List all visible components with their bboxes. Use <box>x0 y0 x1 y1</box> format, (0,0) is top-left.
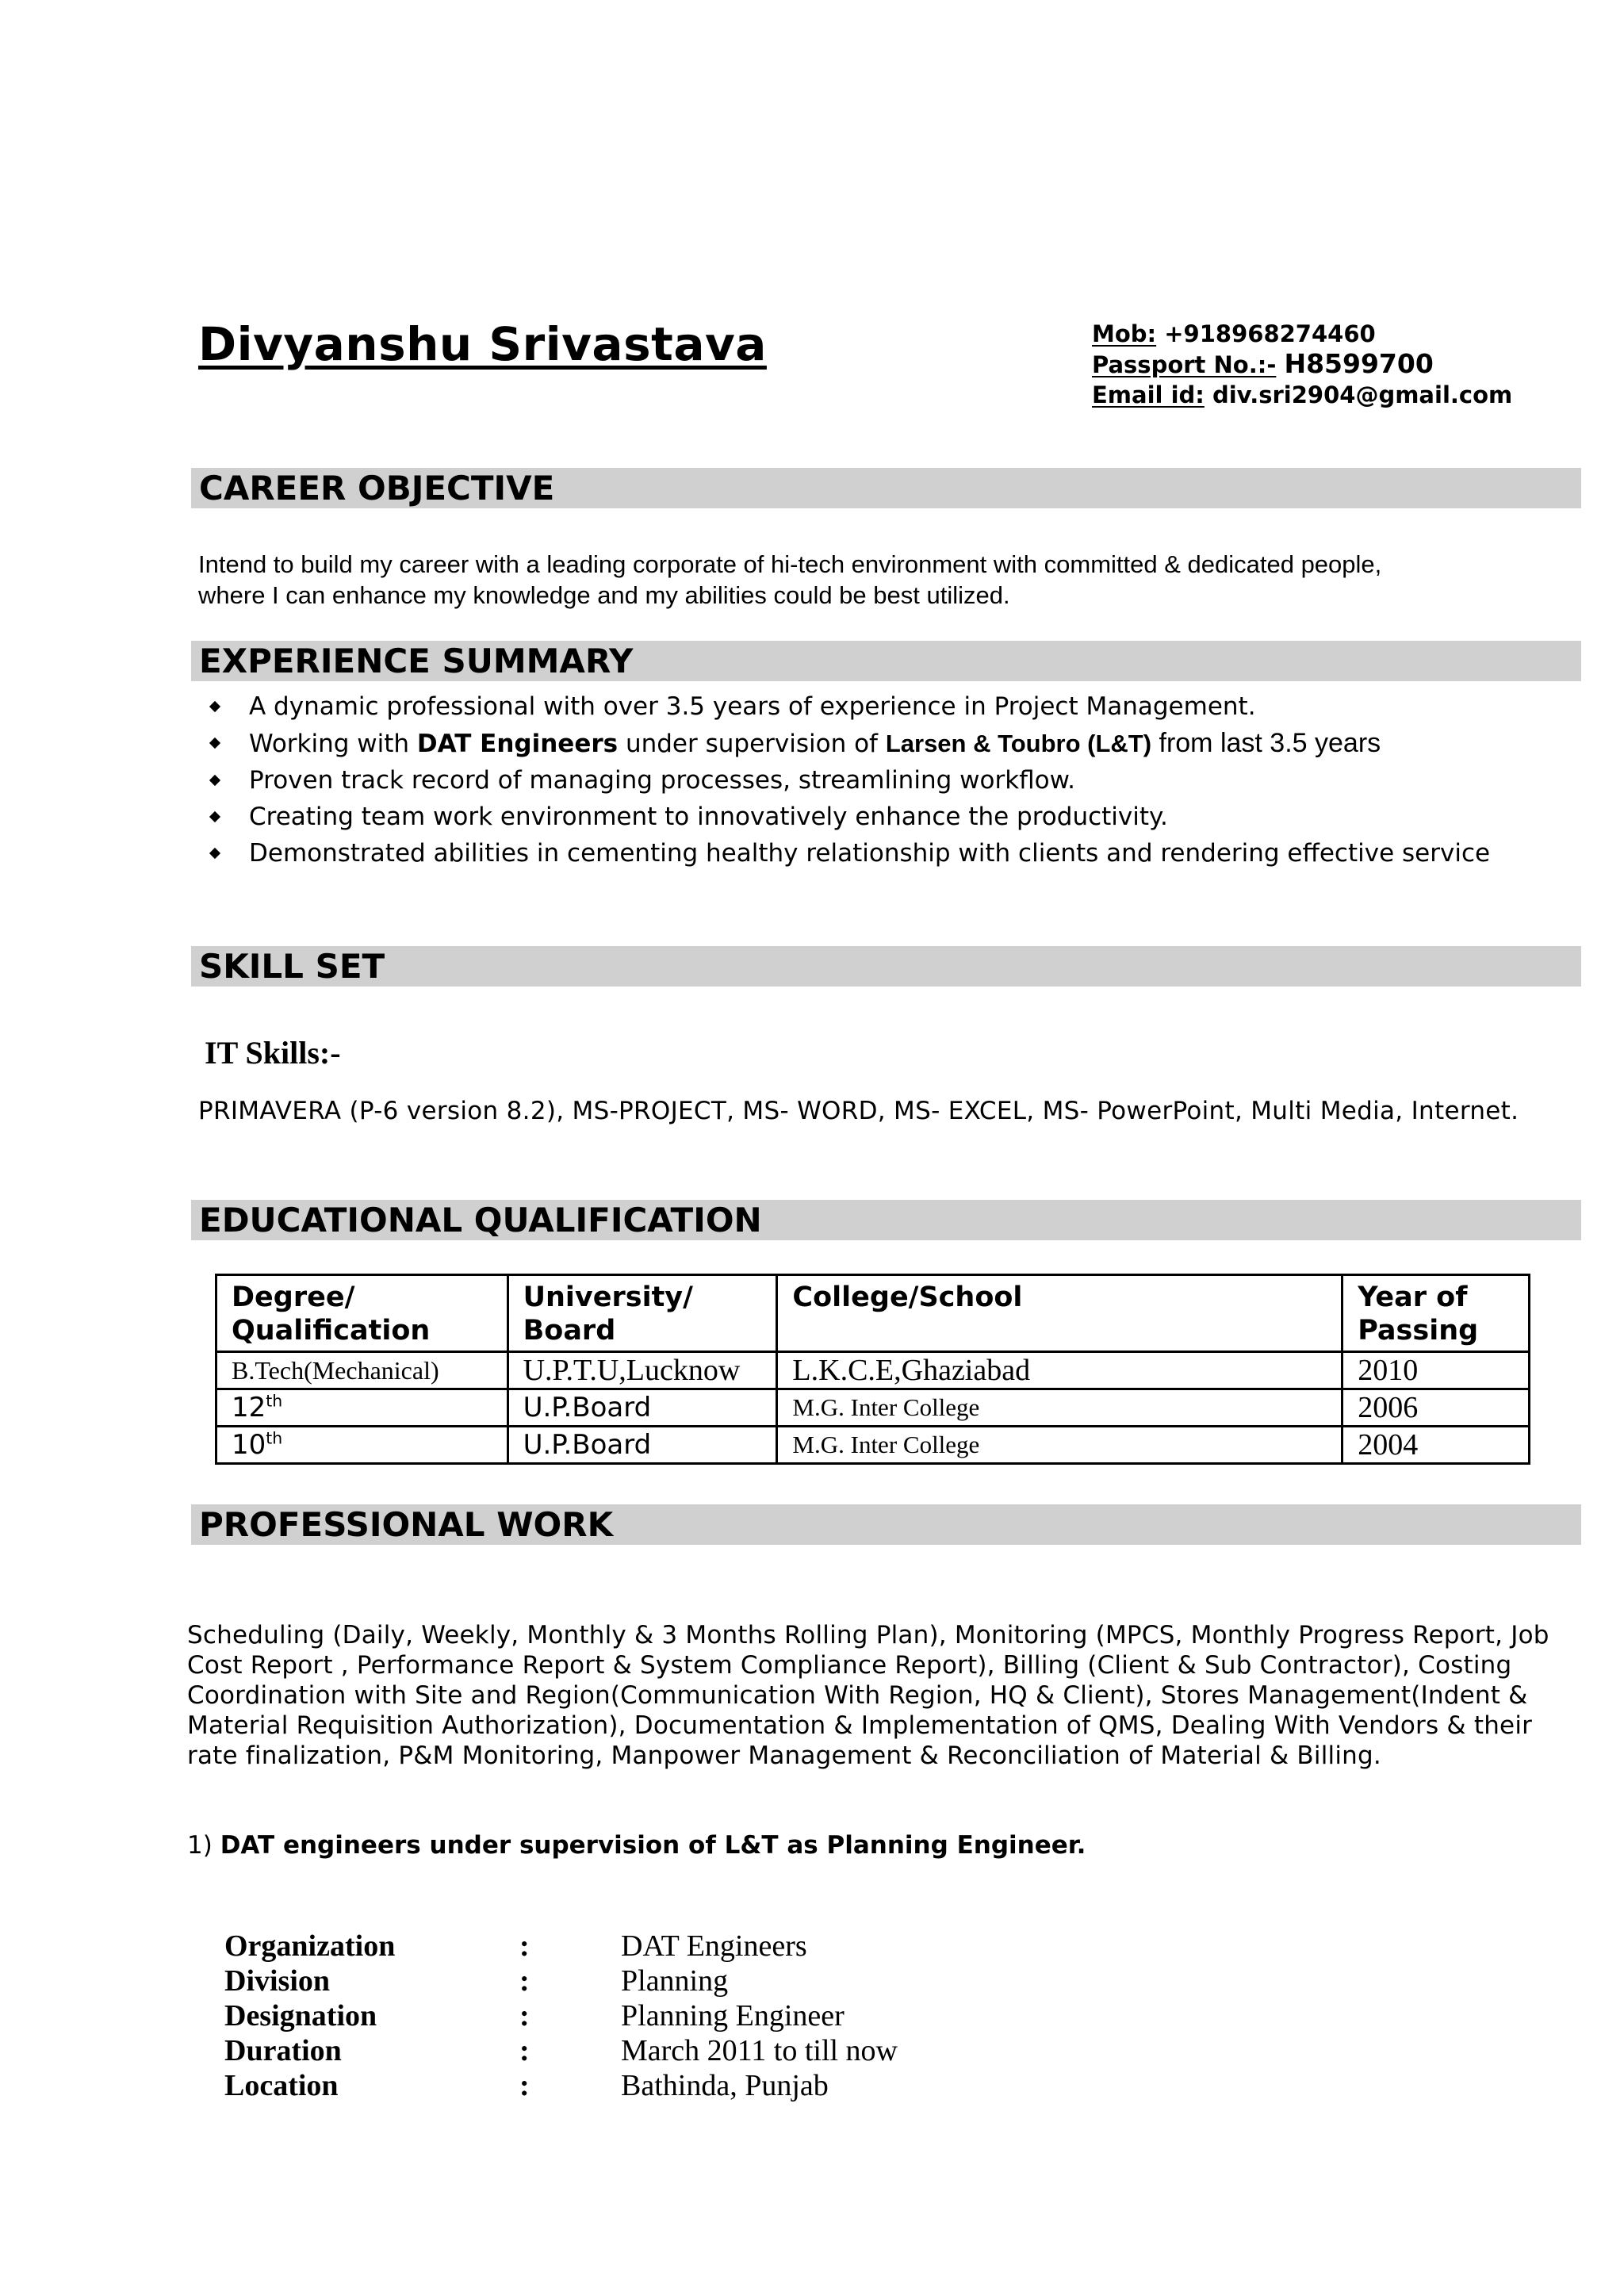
bullet-diamond-icon <box>209 775 220 786</box>
cell-university: U.P.T.U,Lucknow <box>508 1352 777 1389</box>
section-title-educational-qualification: EDUCATIONAL QUALIFICATION <box>199 1201 762 1239</box>
bullet-diamond-icon <box>209 738 220 749</box>
table-row <box>216 1389 1530 1427</box>
section-bar-professional-work <box>191 1504 1581 1545</box>
cell-college: L.K.C.E,Ghaziabad <box>777 1352 1342 1389</box>
experience-text: under supervision of <box>618 730 886 758</box>
professional-work-text <box>187 1620 1607 1771</box>
section-bar-educational-qualification <box>191 1200 1581 1240</box>
cell-year: 2010 <box>1342 1352 1530 1389</box>
detail-value: Bathinda, Punjab <box>621 2069 829 2102</box>
it-skills-heading: IT Skills:- <box>205 1035 341 1071</box>
experience-item <box>205 762 1600 799</box>
detail-colon: : <box>519 1964 530 1998</box>
degree-text: 10 <box>232 1429 266 1461</box>
degree-suffix: th <box>266 1428 283 1448</box>
detail-label: Organization <box>224 1929 396 1963</box>
header-text: Qualification <box>232 1315 431 1347</box>
section-bar-career-objective <box>191 468 1581 508</box>
detail-colon: : <box>519 2069 530 2102</box>
section-bar-experience-summary <box>191 641 1581 681</box>
cell-degree <box>216 1427 508 1464</box>
degree-text: 12 <box>232 1392 266 1423</box>
objective-line: where I can enhance my knowledge and my abilities could be best utilized. <box>198 581 1010 609</box>
detail-colon: : <box>519 1999 530 2033</box>
experience-text: Working with <box>249 730 417 758</box>
objective-text <box>198 549 1586 611</box>
experience-text: Demonstrated abilities in cementing healthy relationship with clients and rendering effective service <box>249 839 1491 868</box>
email-line <box>1092 380 1512 410</box>
it-skills-list: PRIMAVERA (P-6 version 8.2), MS-PROJECT, MS- WORD, MS- EXCEL, MS- PowerPoint, Multi Media, Internet. <box>198 1097 1519 1125</box>
professional-line: rate finalization, P&M Monitoring, Manpower Management & Reconciliation of Material & Billing. <box>187 1741 1381 1770</box>
education-table <box>215 1274 1530 1465</box>
experience-item <box>205 799 1600 835</box>
professional-line: Cost Report , Performance Report & System Compliance Report), Billing (Client & Sub Contractor), Costing <box>187 1651 1512 1680</box>
professional-line: Scheduling (Daily, Weekly, Monthly & 3 Months Rolling Plan), Monitoring (MPCS, Monthly Progress Report, Job <box>187 1621 1549 1649</box>
bullet-diamond-icon <box>209 701 220 712</box>
header-degree <box>216 1275 508 1352</box>
detail-label: Designation <box>224 1999 377 2033</box>
objective-line: Intend to build my career with a leading corporate of hi-tech environment with committed & dedicated people, <box>198 550 1382 578</box>
cell-year: 2006 <box>1342 1389 1530 1427</box>
header-text: Year of <box>1358 1282 1468 1313</box>
header-year <box>1342 1275 1530 1352</box>
job-title-line <box>187 1831 1086 1860</box>
table-row <box>216 1427 1530 1464</box>
cell-year: 2004 <box>1342 1427 1530 1464</box>
experience-item <box>205 688 1600 725</box>
header-university <box>508 1275 777 1352</box>
header-text: Degree/ <box>232 1282 355 1313</box>
mobile-value: +918968274460 <box>1164 320 1376 347</box>
professional-line: Coordination with Site and Region(Communication With Region, HQ & Client), Stores Management(Indent & <box>187 1681 1528 1710</box>
section-title-professional-work: PROFESSIONAL WORK <box>199 1505 614 1544</box>
detail-value: DAT Engineers <box>621 1929 807 1963</box>
detail-label: Location <box>224 2069 339 2102</box>
professional-line: Material Requisition Authorization), Documentation & Implementation of QMS, Dealing With Vendors & their <box>187 1711 1533 1740</box>
passport-value: H8599700 <box>1284 348 1434 379</box>
section-bar-skill-set <box>191 946 1581 987</box>
detail-colon: : <box>519 1929 530 1963</box>
passport-line <box>1092 349 1512 380</box>
passport-label: Passport No.:- <box>1092 351 1277 378</box>
mobile-label: Mob: <box>1092 320 1157 347</box>
cell-college: M.G. Inter College <box>777 1427 1342 1464</box>
cell-college: M.G. Inter College <box>777 1389 1342 1427</box>
bullet-diamond-icon <box>209 811 220 822</box>
header-college <box>777 1275 1342 1352</box>
client-name: Larsen & Toubro (L&T) <box>885 730 1152 757</box>
section-title-skill-set: SKILL SET <box>199 947 385 986</box>
degree-suffix: th <box>266 1391 283 1411</box>
detail-colon: : <box>519 2034 530 2067</box>
detail-label: Division <box>224 1964 331 1998</box>
mobile-line <box>1092 319 1512 349</box>
detail-label: Duration <box>224 2034 342 2067</box>
employer-name: DAT Engineers <box>416 730 619 758</box>
email-value: div.sri2904@gmail.com <box>1212 381 1513 408</box>
section-title-experience-summary: EXPERIENCE SUMMARY <box>199 642 634 680</box>
cell-university: U.P.Board <box>508 1427 777 1464</box>
section-title-career-objective: CAREER OBJECTIVE <box>199 469 555 508</box>
header-text: University/ <box>523 1282 693 1313</box>
cell-university: U.P.Board <box>508 1389 777 1427</box>
education-header-row <box>216 1275 1530 1352</box>
experience-item <box>205 725 1600 762</box>
experience-text: Proven track record of managing processes, streamlining workflow. <box>249 766 1075 795</box>
experience-text: A dynamic professional with over 3.5 years of experience in Project Management. <box>249 692 1256 721</box>
detail-value: March 2011 to till now <box>621 2034 898 2067</box>
header-text: College/School <box>792 1282 1023 1313</box>
experience-item <box>205 835 1600 872</box>
header-text: Board <box>523 1315 616 1347</box>
job-number: 1) <box>187 1831 213 1860</box>
bullet-diamond-icon <box>209 848 220 859</box>
experience-list <box>205 688 1600 872</box>
experience-duration: from last 3.5 years <box>1151 728 1381 758</box>
table-row <box>216 1352 1530 1389</box>
email-label: Email id: <box>1092 381 1205 408</box>
experience-text: Creating team work environment to innovatively enhance the productivity. <box>249 803 1168 831</box>
header-text: Passing <box>1358 1315 1479 1347</box>
candidate-name: Divyanshu Srivastava <box>198 317 767 371</box>
cell-degree <box>216 1389 508 1427</box>
contact-block <box>1092 319 1512 410</box>
detail-value: Planning Engineer <box>621 1999 845 2033</box>
detail-value: Planning <box>621 1964 729 1998</box>
cell-degree: B.Tech(Mechanical) <box>216 1352 508 1389</box>
job-title: DAT engineers under supervision of L&T as Planning Engineer. <box>220 1831 1086 1860</box>
